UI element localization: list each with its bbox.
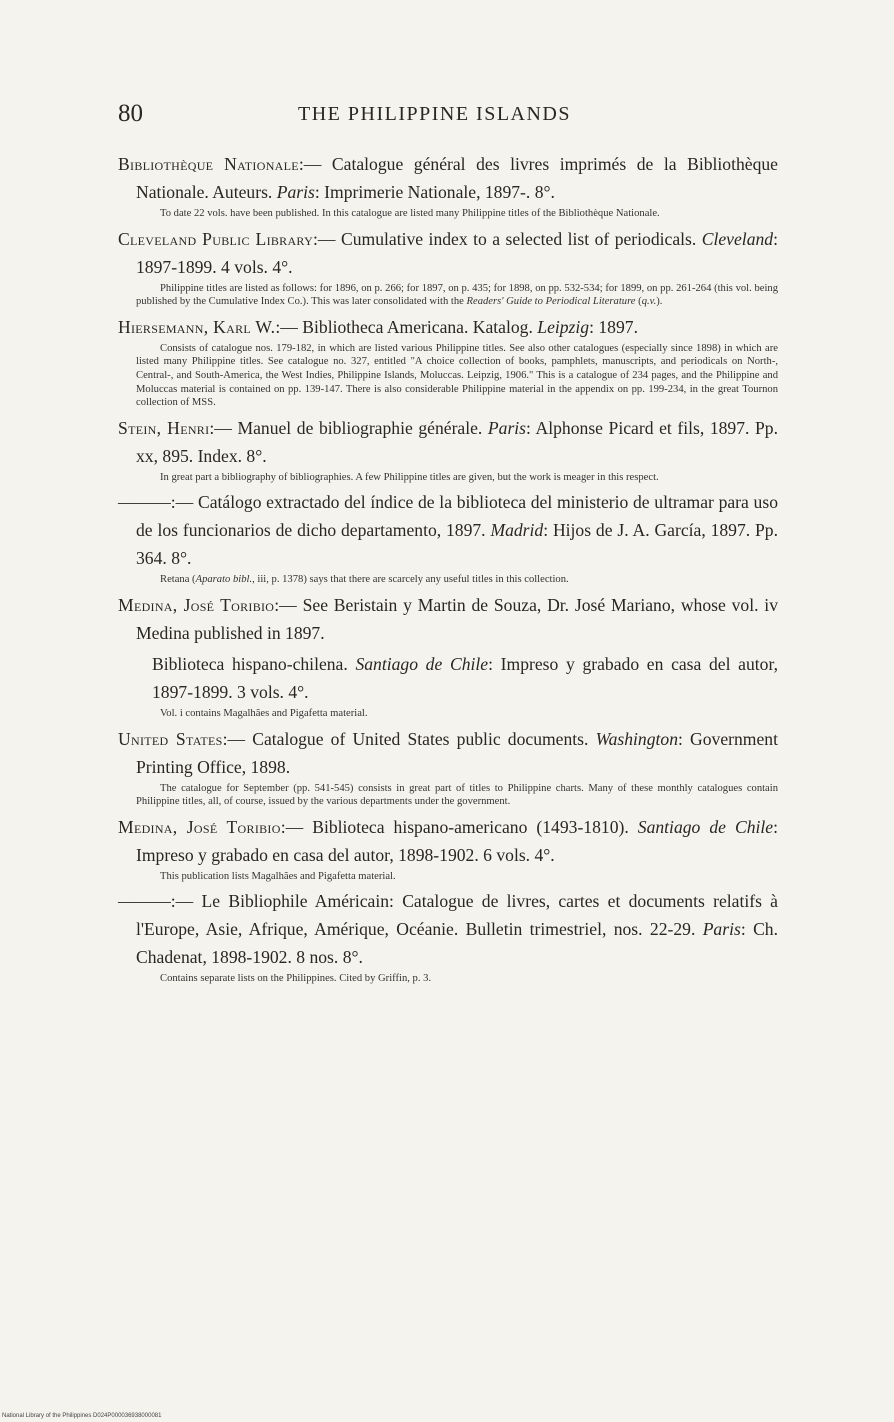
publication-place: Paris xyxy=(276,182,315,202)
bibliography-entry xyxy=(118,414,778,485)
running-title: THE PHILIPPINE ISLANDS xyxy=(298,103,571,125)
entry-annotation: Contains separate lists on the Philippines. Cited by Griffin, p. 3. xyxy=(160,973,432,985)
entry-annotation: The catalogue for September (pp. 541-545) consists in great part of titles to Philippine charts. Many of these monthly catalogues contain Philippine titles, all, of course, issued by the various departments under the government. xyxy=(136,782,778,808)
entry-author: Medina, José Toribio xyxy=(118,594,275,615)
bibliography-entry xyxy=(118,225,778,309)
entry-author: Hiersemann, Karl W. xyxy=(118,316,276,337)
citation: ———:— Catálogo extractado del índice de la biblioteca del ministerio de ultramar para uso de los funcionarios de dicho departamento, 1897. Madrid: Hijos de J. A. García, 1897. Pp. 364. 8°. xyxy=(118,492,778,569)
bibliography-entry xyxy=(118,150,778,221)
entry-annotation: Vol. i contains Magalhães and Pigafetta material. xyxy=(160,707,368,719)
citation: Medina, José Toribio:— Biblioteca hispano-americano (1493-1810). Santiago de Chile: Impreso y grabado en casa del autor, 1898-1902. 6 vols. 4°. xyxy=(118,816,778,865)
bibliography-entry xyxy=(118,591,778,647)
entry-annotation: To date 22 vols. have been published. In this catalogue are listed many Philippine titles of the Bibliothèque Nationale. xyxy=(160,208,660,219)
entry-annotation: Consists of catalogue nos. 179-182, in which are listed various Philippine titles. See also other catalogues (especially since 1898) in which are listed many Philippine titles. See catalogue no. 327, entitled "A choice collection of books, pamphlets, manuscripts, and periodicals on North-, Central-, and South-America, the West Indies, Philippine Islands, Moluccas. Leipzig, 1906." This is a catalogue of 234 pages, and the Philippine and Moluccas material is contained on pp. 139-147. There is also considerable Philippine material in the appendix on pp. 199-234, in the great Tournon collection of MSS. xyxy=(136,342,778,409)
bibliography-entry xyxy=(118,488,778,587)
entry-annotation: In great part a bibliography of bibliographies. A few Philippine titles are given, but the work is meager in this respect. xyxy=(160,471,659,483)
citation: United States:— Catalogue of United States public documents. Washington: Government Printing Office, 1898. xyxy=(118,728,778,777)
publication-place: Paris xyxy=(487,417,527,438)
bibliography-entry xyxy=(118,650,778,721)
entry-annotation: Philippine titles are listed as follows: for 1896, on p. 266; for 1897, on p. 435; for 1898, on pp. 532-534; for 1899, on pp. 261-264 (this vol. being published by the Cumulative Index Co.). This was later consolidated with the Readers' Guide to Periodical Literature (q.v.). xyxy=(136,282,778,308)
publication-place: Madrid xyxy=(490,520,544,541)
bibliography-list xyxy=(118,150,778,990)
bibliography-entry xyxy=(118,813,778,884)
citation: ———:— Le Bibliophile Américain: Catalogue de livres, cartes et documents relatifs à l'Europe, Asie, Afrique, Amérique, Océanie. Bulletin trimestriel, nos. 22-29. Paris: Ch. Chadenat, 1898-1902. 8 nos. 8°. xyxy=(118,891,778,968)
publication-place: Washington xyxy=(595,728,679,749)
citation: Bibliothèque Nationale:— Catalogue général des livres imprimés de la Bibliothèque Nationale. Auteurs. Paris: Imprimerie Nationale, 1897-. 8°. xyxy=(118,154,778,202)
publication-place: Santiago de Chile xyxy=(355,653,489,674)
bibliography-entry xyxy=(118,725,778,809)
entry-author: Cleveland Public Library xyxy=(118,228,314,249)
entry-author: United States xyxy=(118,728,223,749)
entry-author: Medina, José Toribio xyxy=(118,816,281,837)
citation: Cleveland Public Library:— Cumulative index to a selected list of periodicals. Cleveland: 1897-1899. 4 vols. 4°. xyxy=(118,228,778,277)
ditto-dash: ———:— xyxy=(118,891,202,912)
publication-place: Santiago de Chile xyxy=(637,816,774,837)
publication-place: Leipzig xyxy=(537,316,590,337)
ditto-dash: ———:— xyxy=(118,492,198,513)
page-header xyxy=(118,100,778,136)
entry-annotation: This publication lists Magalhães and Pigafetta material. xyxy=(160,870,396,882)
bibliography-entry xyxy=(118,313,778,410)
citation: Biblioteca hispano-chilena. Santiago de Chile: Impreso y grabado en casa del autor, 1897-1899. 3 vols. 4°. xyxy=(152,653,779,702)
entry-author: Bibliothèque Nationale xyxy=(118,154,299,174)
bibliography-entry xyxy=(118,887,778,986)
page-number: 80 xyxy=(118,100,143,127)
publication-place: Cleveland xyxy=(701,228,774,249)
scan-footer: National Library of the Philippines D024P000036938000081 xyxy=(2,1413,162,1419)
publication-place: Paris xyxy=(702,919,741,940)
citation: Stein, Henri:— Manuel de bibliographie générale. Paris: Alphonse Picard et fils, 1897. Pp. xx, 895. Index. 8°. xyxy=(118,417,778,466)
entry-annotation: Retana (Aparato bibl., iii, p. 1378) says that there are scarcely any useful titles in this collection. xyxy=(160,574,569,586)
entry-author: Stein, Henri xyxy=(118,417,210,438)
citation: Hiersemann, Karl W.:— Bibliotheca Americana. Katalog. Leipzig: 1897. xyxy=(118,316,638,337)
citation: Medina, José Toribio:— See Beristain y Martin de Souza, Dr. José Mariano, whose vol. iv Medina published in 1897. xyxy=(118,594,778,643)
